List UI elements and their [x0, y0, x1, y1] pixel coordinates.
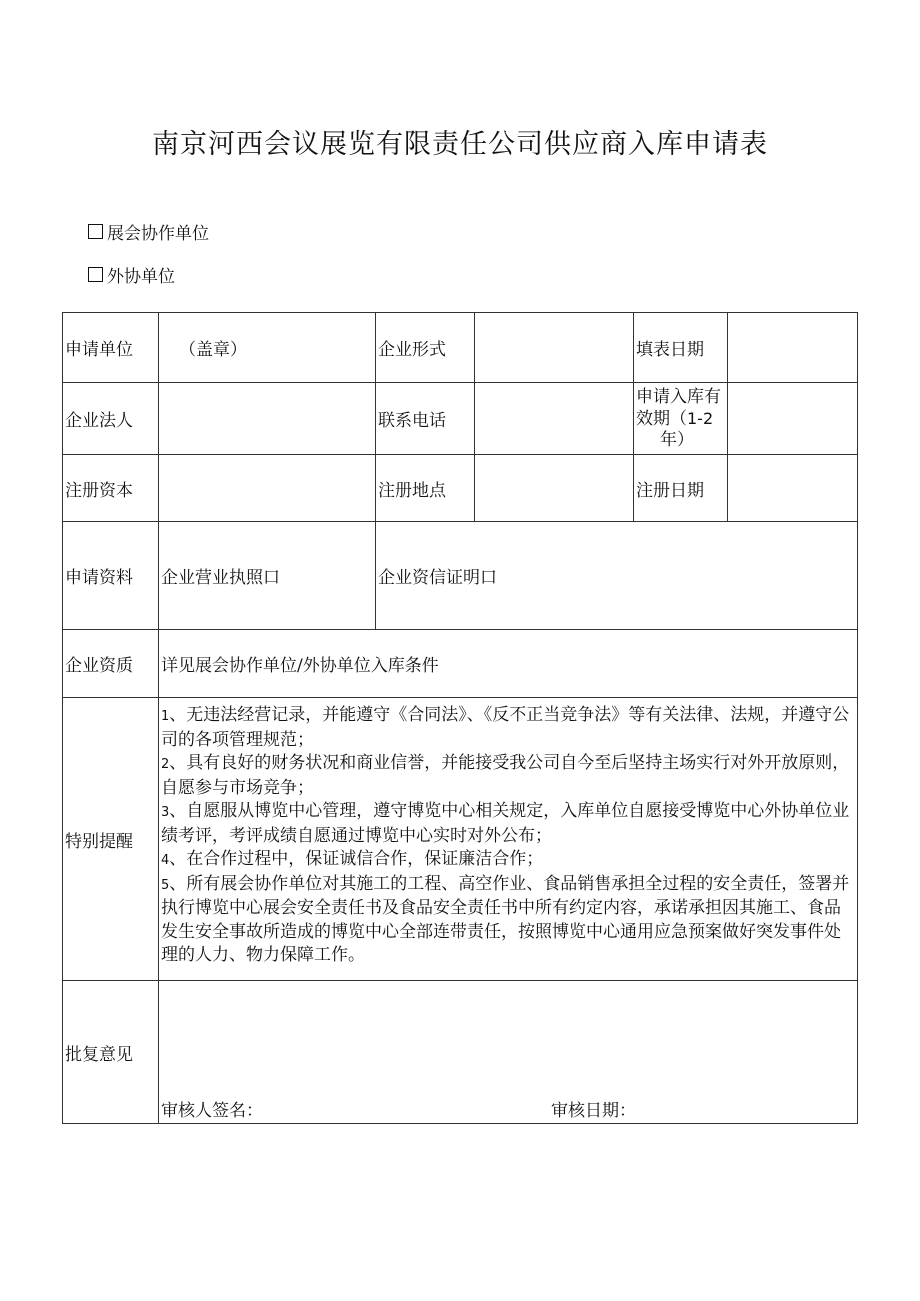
qualification-label: 企业资质 [63, 630, 159, 698]
phone-label: 联系电话 [376, 383, 475, 455]
table-row [63, 455, 858, 522]
capital-value[interactable] [159, 455, 376, 522]
page-title: 南京河西会议展览有限责任公司供应商入库申请表 [152, 129, 768, 160]
address-value[interactable] [475, 455, 634, 522]
rule-item: 3、自愿服从博览中心管理，遵守博览中心相关规定，入库单位自愿接受博览中心外协单位业绩考评，考评成绩自愿通过博览中心实时对外公布； [161, 801, 850, 846]
fill-date-value[interactable] [728, 313, 858, 383]
option-exhibition-partner[interactable] [88, 219, 209, 244]
review-date-label: 审核日期： [551, 1101, 636, 1121]
materials-item-license[interactable]: 企业营业执照口 [159, 522, 376, 630]
reminder-rules [159, 698, 858, 981]
fill-date-label: 填表日期 [634, 313, 728, 383]
option-outsourcing-label: 外协单位 [107, 267, 175, 287]
table-row [63, 698, 858, 981]
materials-label: 申请资料 [63, 522, 159, 630]
materials-item-credit[interactable]: 企业资信证明口 [376, 522, 858, 630]
address-label: 注册地点 [376, 455, 475, 522]
rule-item: 2、具有良好的财务状况和商业信誉，并能接受我公司自今至后坚持主场实行对外开放原则，自愿参与市场竞争； [161, 753, 850, 798]
validity-label-line-1: 申请入库有 [636, 386, 721, 407]
table-row [63, 383, 858, 455]
rule-item: 1、无违法经营记录，并能遵守《合同法》、《反不正当竞争法》等有关法律、法规，并遵守公司的各项管理规范； [161, 705, 850, 750]
validity-label-line-2: 效期（ [636, 408, 687, 429]
validity-label-line-3: 年） [660, 429, 694, 450]
table-row [63, 981, 858, 1124]
validity-value[interactable] [728, 383, 858, 455]
approval-area[interactable] [159, 981, 858, 1124]
rule-item: 5、所有展会协作单位对其施工的工程、高空作业、食品销售承担全过程的安全责任，签署并执行博览中心展会安全责任书及食品安全责任书中所有约定内容，承诺承担因其施工、食品发生安全事故所造成的博览中心全部连带责任，按照博览中心通用应急预案做好突发事件处理的人力、物力保障工作。 [161, 873, 850, 965]
reg-date-value[interactable] [728, 455, 858, 522]
enterprise-form-value[interactable] [475, 313, 634, 383]
validity-range: 1-2 [687, 408, 714, 428]
capital-label: 注册资本 [63, 455, 159, 522]
reg-date-label: 注册日期 [634, 455, 728, 522]
applicant-label: 申请单位 [63, 313, 159, 383]
approval-label: 批复意见 [63, 981, 159, 1124]
checkbox-exhibition-partner[interactable] [88, 224, 103, 239]
enterprise-form-label: 企业形式 [376, 313, 475, 383]
validity-label [634, 383, 728, 455]
phone-value[interactable] [475, 383, 634, 455]
table-row [63, 630, 858, 698]
option-exhibition-partner-label: 展会协作单位 [107, 224, 209, 244]
checkbox-outsourcing[interactable] [88, 267, 103, 282]
legal-person-label: 企业法人 [63, 383, 159, 455]
qualification-value: 详见展会协作单位/外协单位入库条件 [159, 630, 858, 698]
reviewer-signature-label: 审核人签名： [161, 1101, 263, 1121]
legal-person-value[interactable] [159, 383, 376, 455]
table-row [63, 313, 858, 383]
option-outsourcing[interactable] [88, 262, 175, 287]
reminder-label: 特别提醒 [63, 698, 159, 981]
application-form-table [62, 312, 858, 1124]
table-row [63, 522, 858, 630]
applicant-value[interactable]: （盖章） [159, 313, 376, 383]
rule-item: 4、在合作过程中，保证诚信合作，保证廉洁合作； [161, 849, 544, 869]
